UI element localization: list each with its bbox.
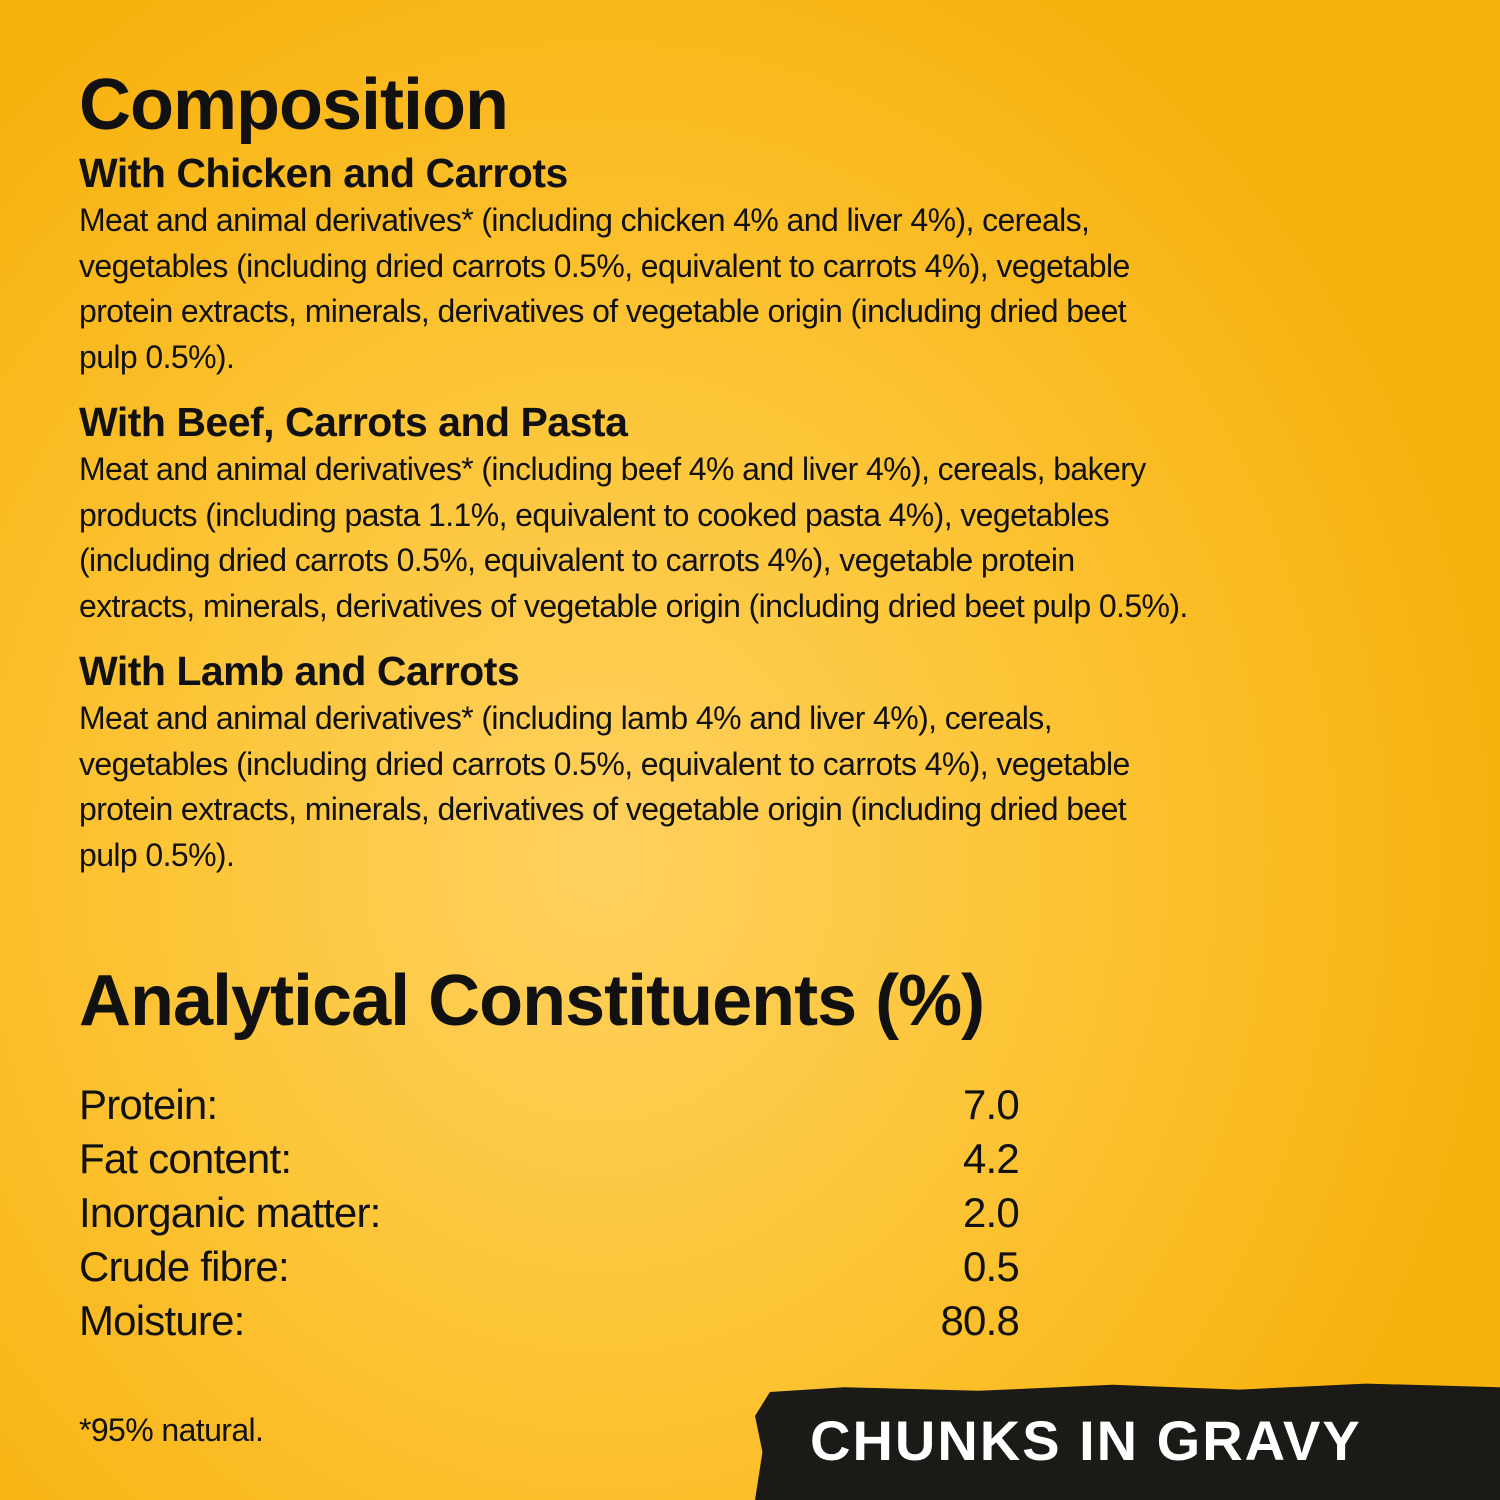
ingredients-line: extracts, minerals, derivatives of vegetable origin (including dried beet pulp 0.5%). — [79, 587, 1188, 624]
ingredients-line: (including dried carrots 0.5%, equivalent to carrots 4%), vegetable protein — [79, 542, 1075, 578]
recipe-beef — [79, 397, 1459, 629]
banner-label: CHUNKS IN GRAVY — [810, 1409, 1362, 1472]
constituent-label: Moisture: — [79, 1297, 245, 1344]
ingredients-line: pulp 0.5%). — [79, 836, 235, 873]
recipe-chicken — [79, 148, 1459, 380]
footnote: *95% natural. — [79, 1412, 264, 1448]
recipe-title: With Lamb and Carrots — [79, 648, 520, 694]
ingredients-line: Meat and animal derivatives* (including lamb 4% and liver 4%), cereals, — [79, 700, 1052, 736]
ingredients-line: protein extracts, minerals, derivatives of vegetable origin (including dried beet — [79, 791, 1127, 827]
constituent-label: Fat content: — [79, 1135, 292, 1182]
recipe-ingredients — [79, 447, 1454, 629]
recipe-title: With Beef, Carrots and Pasta — [79, 399, 628, 445]
ingredients-line: products (including pasta 1.1%, equivalent to cooked pasta 4%), vegetables — [79, 496, 1110, 533]
constituent-value: 0.5 — [963, 1243, 1019, 1290]
recipe-ingredients — [79, 198, 1454, 380]
ingredients-line: Meat and animal derivatives* (including chicken 4% and liver 4%), cereals, — [79, 202, 1090, 238]
analytical-title: Analytical Constituents (%) — [79, 961, 985, 1041]
constituent-label: Protein: — [79, 1081, 218, 1128]
constituent-row — [79, 1132, 1019, 1186]
ingredients-line: vegetables (including dried carrots 0.5%, equivalent to carrots 4%), vegetable — [79, 247, 1130, 284]
ingredients-line: vegetables (including dried carrots 0.5%, equivalent to carrots 4%), vegetable — [79, 745, 1130, 782]
constituent-value: 4.2 — [963, 1135, 1019, 1182]
constituent-label: Crude fibre: — [79, 1243, 289, 1290]
constituent-row — [79, 1294, 1019, 1348]
recipe-lamb — [79, 646, 1459, 878]
constituents-table — [79, 1078, 1019, 1348]
recipe-ingredients — [79, 696, 1454, 878]
constituent-row — [79, 1240, 1019, 1294]
constituent-row — [79, 1186, 1019, 1240]
composition-title: Composition — [79, 65, 508, 145]
constituent-label: Inorganic matter: — [79, 1189, 381, 1236]
ingredients-line: pulp 0.5%). — [79, 338, 235, 375]
recipe-title: With Chicken and Carrots — [79, 150, 568, 196]
ingredients-line: protein extracts, minerals, derivatives of vegetable origin (including dried beet — [79, 293, 1127, 329]
constituent-row — [79, 1078, 1019, 1132]
composition-section — [79, 62, 1459, 895]
constituent-value: 7.0 — [963, 1081, 1019, 1128]
ingredients-line: Meat and animal derivatives* (including beef 4% and liver 4%), cereals, bakery — [79, 451, 1146, 487]
constituent-value: 80.8 — [940, 1297, 1019, 1344]
constituent-value: 2.0 — [963, 1189, 1019, 1236]
